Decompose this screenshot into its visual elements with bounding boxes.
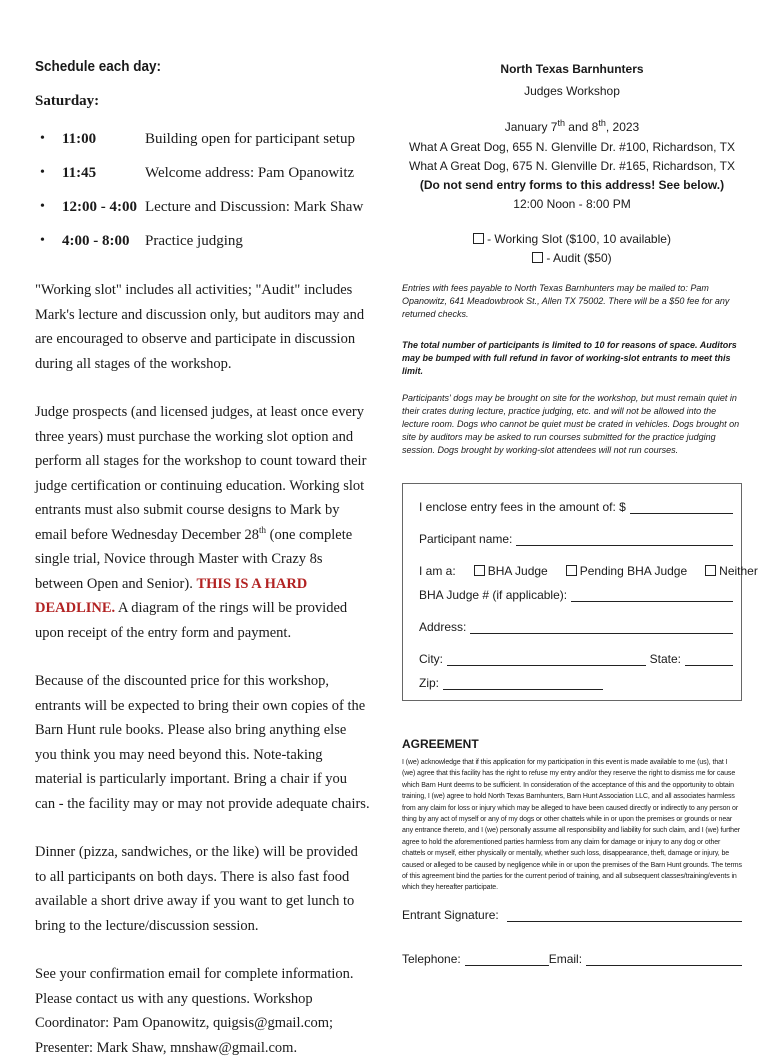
email-label: Email: [548, 951, 583, 966]
entry-options [402, 230, 742, 268]
option-bha-judge[interactable] [474, 564, 548, 578]
zip-field[interactable] [443, 677, 603, 690]
left-column [35, 58, 370, 1060]
checkbox-icon[interactable] [474, 565, 485, 576]
org-name: North Texas Barnhunters [500, 62, 644, 76]
agreement-text: I (we) acknowledge that if this application for my participation in this event is made available to me (us), that I (we) agree that this facility has the right to refuse my entry and/or they reserve the right to dismiss me for cause which Barn Hunt deems to be sufficient. In consideration of the acceptance of this and the opportunity to obtain training, I (we) agree to hold North Texas Barnhunters, Barn Hunt Association LLC, and all associates harmless from any claim for loss or injury which may be alleged to have been caused directly or indirectly to any person or thing by any act of myself or any of my dogs or other chattels while in or upon the premises or grounds or near any entrance thereto, and I (we) personally assume all responsibility and liability for such claim, and I (we) further agree to hold the aforementioned parties harmless from any claim for damage or injury to any dog or other chattels or myself, either physically or mentally, whether such loss, disappearance, theft, damage or injury, be caused or alleged to be caused by negligence while in or upon the premises of the Barn Hunt grounds. The terms of this agreement bind the parties for the current period of training, and all subsequent classes/training/events in which they hereafter participate. [402, 759, 742, 892]
schedule-item [35, 224, 370, 258]
option-pending-judge[interactable] [566, 564, 687, 578]
venue-line: What A Great Dog, 675 N. Glenville Dr. #165, Richardson, TX [409, 159, 735, 173]
right-column [402, 62, 758, 966]
schedule-list [35, 122, 370, 258]
judge-prospects-paragraph [35, 400, 370, 645]
p2-text-a: Judge prospects (and licensed judges, at least once every three years) must purchase the working slot option and perform all stages for the workshop to count toward their judge certification or continuing education. Working slot entrants must also submit course designs to Mark by email before Wednesday December 28 [35, 404, 367, 543]
schedule-item [35, 190, 370, 224]
option-label: - Working Slot ($100, 10 available) [487, 232, 671, 246]
bullet-icon: • [40, 233, 45, 248]
dates-sup: th [557, 118, 565, 128]
dinner-paragraph: Dinner (pizza, sandwiches, or the like) will be provided to all participants on both days. There is also fast food available a short drive away if you want to get lunch to bring to the lecture/discussion session. [35, 844, 358, 934]
zip-row [419, 666, 733, 690]
schedule-desc: Building open for participant setup [145, 130, 355, 147]
signature-field[interactable] [507, 909, 742, 922]
participant-row [419, 522, 733, 546]
checkbox-icon[interactable] [532, 252, 543, 263]
bullet-icon: • [40, 131, 45, 146]
schedule-desc: Welcome address: Pam Opanowitz [145, 164, 355, 181]
dates-c: , 2023 [605, 120, 640, 134]
judge-number-field[interactable] [571, 589, 733, 602]
option-label: BHA Judge [487, 564, 548, 578]
zip-label: Zip: [419, 676, 440, 690]
state-field[interactable] [685, 653, 733, 666]
limit-note: The total number of participants is limited to 10 for reasons of space. Auditors may be bumped with full refund in favor of working-slot entrants to meet this limit. [402, 340, 737, 376]
address-field[interactable] [470, 621, 733, 634]
working-slot-paragraph: "Working slot" includes all activities; "Audit" includes Mark's lecture and discussion only, but auditors may and are encouraged to observe and participate in discussion during all stages of the workshop. [35, 282, 365, 372]
schedule-time: 11:45 [62, 164, 97, 181]
bullet-icon: • [40, 165, 45, 180]
judge-number-row [419, 578, 733, 602]
schedule-time: 12:00 - 4:00 [62, 198, 137, 215]
contact-paragraph: See your confirmation email for complete information. Please contact us with any questions. Workshop Coordinator: Pam Opanowitz, quigsis@gmail.com; Presenter: Mark Shaw, mnshaw@gmail.com. [35, 966, 354, 1056]
fees-row [419, 490, 733, 514]
schedule-heading: Schedule each day: [35, 58, 162, 75]
judge-number-label: BHA Judge # (if applicable): [419, 588, 568, 602]
schedule-item [35, 156, 370, 190]
iam-label: I am a: [419, 564, 456, 578]
dogs-note: Participants' dogs may be brought on site for the workshop, but must remain quiet in their crates during lecture, practice judging, etc. and will not be allowed into the lecture room. Dogs who cannot be quiet must be crated in vehicles. Dogs brought on site by auditors may be asked to run courses submitted for the practice judging session. Dogs brought by working-slot attendees will not run courses. [402, 393, 740, 455]
dates-b: and 8 [564, 120, 599, 134]
option-label: Pending BHA Judge [579, 564, 688, 578]
city-state-row [419, 642, 733, 666]
do-not-send-warning: (Do not send entry forms to this address! See below.) [419, 178, 725, 192]
entry-form [402, 483, 758, 701]
event-name: Judges Workshop [524, 84, 620, 98]
schedule-desc: Lecture and Discussion: Mark Shaw [145, 198, 364, 215]
fees-field[interactable] [630, 501, 733, 514]
p2-text-b: (one complete single trial, Novice through Master with Crazy 8s between Open and Senior). [35, 526, 353, 592]
option-label: - Audit ($50) [546, 251, 612, 265]
option-working-slot [402, 230, 742, 249]
checkbox-icon[interactable] [705, 565, 716, 576]
schedule-time: 4:00 - 8:00 [62, 232, 130, 249]
venue-line: What A Great Dog, 655 N. Glenville Dr. #100, Richardson, TX [409, 140, 735, 154]
event-time: 12:00 Noon - 8:00 PM [513, 197, 631, 211]
fees-label: I enclose entry fees in the amount of: $ [419, 500, 626, 514]
telephone-label: Telephone: [402, 951, 461, 966]
state-label: State: [649, 652, 681, 666]
address-label: Address: [419, 620, 467, 634]
telephone-row [402, 952, 742, 966]
city-label: City: [419, 652, 443, 666]
participant-field[interactable] [516, 533, 733, 546]
schedule-item [35, 122, 370, 156]
saturday-heading: Saturday: [35, 93, 100, 109]
dates-sup: th [598, 118, 606, 128]
schedule-desc: Practice judging [145, 232, 243, 249]
hard-deadline-text: THIS IS A HARD DEADLINE. [35, 575, 308, 616]
bullet-icon: • [40, 199, 45, 214]
option-neither[interactable] [705, 564, 758, 578]
telephone-field[interactable] [465, 953, 549, 966]
option-audit [402, 249, 742, 268]
option-label: Neither [719, 564, 758, 578]
city-field[interactable] [447, 653, 646, 666]
schedule-time: 11:00 [62, 130, 97, 147]
email-field[interactable] [586, 953, 742, 966]
address-row [419, 610, 733, 634]
fees-note: Entries with fees payable to North Texas Barnhunters may be mailed to: Pam Opanowitz, 641 Meadowbrook St., Allen TX 75002. There will be a $50 fee for any returned checks. [402, 283, 730, 319]
agreement-heading: AGREEMENT [402, 737, 479, 751]
checkbox-icon[interactable] [473, 233, 484, 244]
signature-row [402, 908, 742, 922]
rule-books-paragraph: Because of the discounted price for this workshop, entrants will be expected to bring their own copies of the Barn Hunt rule books. Please also bring anything else you think you may need beyond this. Note-taking material is particularly important. Bring a chair if you can - the facility may or may not provide adequate chairs. [35, 673, 370, 812]
checkbox-icon[interactable] [566, 565, 577, 576]
dates-a: January 7 [504, 120, 558, 134]
event-dates [402, 120, 742, 134]
signature-label: Entrant Signature: [402, 907, 499, 922]
p2-text-c: A diagram of the rings will be provided upon receipt of the entry form and payment. [35, 600, 348, 641]
participant-label: Participant name: [419, 532, 513, 546]
p2-sup: th [259, 524, 267, 535]
iam-row [419, 554, 758, 578]
